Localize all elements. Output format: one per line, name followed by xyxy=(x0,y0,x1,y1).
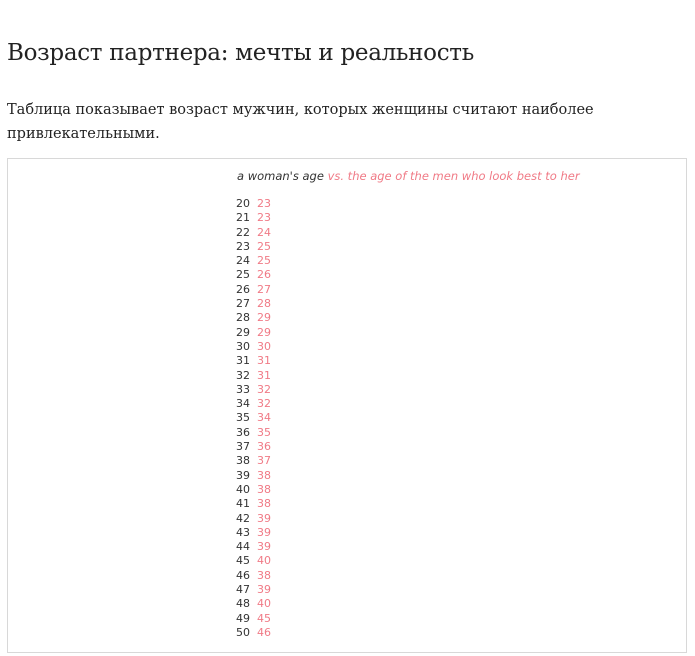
woman-age-value: 39 xyxy=(236,468,250,482)
men-age-value: 38 xyxy=(257,568,271,582)
chart-title-woman-age: a woman's age xyxy=(237,169,324,183)
men-age-value: 45 xyxy=(257,611,271,625)
woman-age-value: 44 xyxy=(236,540,250,554)
woman-age-value: 47 xyxy=(236,583,250,597)
men-age-value: 23 xyxy=(257,211,271,225)
woman-age-value: 48 xyxy=(236,597,250,611)
age-table-figure xyxy=(7,158,687,653)
table-row xyxy=(236,554,271,568)
table-row xyxy=(236,383,271,397)
men-age-value: 28 xyxy=(257,297,271,311)
men-age-value: 27 xyxy=(257,282,271,296)
age-table-rows xyxy=(236,197,271,640)
table-row xyxy=(236,211,271,225)
men-age-value: 30 xyxy=(257,339,271,353)
men-age-value: 24 xyxy=(257,225,271,239)
woman-age-value: 34 xyxy=(236,397,250,411)
men-age-value: 29 xyxy=(257,311,271,325)
woman-age-value: 50 xyxy=(236,625,250,639)
table-row xyxy=(236,226,271,240)
table-row xyxy=(236,326,271,340)
men-age-value: 26 xyxy=(257,268,271,282)
woman-age-value: 40 xyxy=(236,482,250,496)
men-age-value: 40 xyxy=(257,554,271,568)
table-row xyxy=(236,569,271,583)
table-row xyxy=(236,440,271,454)
men-age-value: 32 xyxy=(257,397,271,411)
men-age-value: 46 xyxy=(257,625,271,639)
men-age-value: 37 xyxy=(257,454,271,468)
table-row xyxy=(236,469,271,483)
table-row xyxy=(236,597,271,611)
article-lead: Таблица показывает возраст мужчин, которых женщины считают наиболее привлекательными. xyxy=(7,101,594,142)
men-age-value: 38 xyxy=(257,482,271,496)
woman-age-value: 37 xyxy=(236,440,250,454)
table-row xyxy=(236,626,271,640)
woman-age-value: 42 xyxy=(236,511,250,525)
woman-age-value: 22 xyxy=(236,225,250,239)
men-age-value: 39 xyxy=(257,511,271,525)
table-row xyxy=(236,283,271,297)
table-row xyxy=(236,583,271,597)
chart-title xyxy=(237,169,580,183)
woman-age-value: 35 xyxy=(236,411,250,425)
table-row xyxy=(236,311,271,325)
table-row xyxy=(236,268,271,282)
woman-age-value: 31 xyxy=(236,354,250,368)
woman-age-value: 29 xyxy=(236,325,250,339)
table-row xyxy=(236,512,271,526)
table-row xyxy=(236,540,271,554)
men-age-value: 32 xyxy=(257,382,271,396)
table-row xyxy=(236,497,271,511)
woman-age-value: 33 xyxy=(236,382,250,396)
table-row xyxy=(236,197,271,211)
men-age-value: 39 xyxy=(257,583,271,597)
article-title: Возраст партнера: мечты и реальность xyxy=(7,40,474,67)
men-age-value: 31 xyxy=(257,368,271,382)
table-row xyxy=(236,240,271,254)
table-row xyxy=(236,397,271,411)
table-row xyxy=(236,483,271,497)
table-row xyxy=(236,340,271,354)
table-row xyxy=(236,254,271,268)
men-age-value: 34 xyxy=(257,411,271,425)
men-age-value: 25 xyxy=(257,254,271,268)
woman-age-value: 41 xyxy=(236,497,250,511)
woman-age-value: 20 xyxy=(236,197,250,210)
table-row xyxy=(236,411,271,425)
chart-title-men-age: vs. the age of the men who look best to her xyxy=(327,169,580,183)
woman-age-value: 25 xyxy=(236,268,250,282)
woman-age-value: 24 xyxy=(236,254,250,268)
table-row xyxy=(236,426,271,440)
woman-age-value: 45 xyxy=(236,554,250,568)
table-row xyxy=(236,297,271,311)
men-age-value: 40 xyxy=(257,597,271,611)
woman-age-value: 23 xyxy=(236,239,250,253)
table-row xyxy=(236,369,271,383)
woman-age-value: 43 xyxy=(236,525,250,539)
men-age-value: 39 xyxy=(257,540,271,554)
table-row xyxy=(236,354,271,368)
woman-age-value: 26 xyxy=(236,282,250,296)
woman-age-value: 38 xyxy=(236,454,250,468)
men-age-value: 36 xyxy=(257,440,271,454)
table-row xyxy=(236,526,271,540)
woman-age-value: 30 xyxy=(236,339,250,353)
woman-age-value: 28 xyxy=(236,311,250,325)
men-age-value: 35 xyxy=(257,425,271,439)
table-row xyxy=(236,454,271,468)
woman-age-value: 21 xyxy=(236,211,250,225)
men-age-value: 31 xyxy=(257,354,271,368)
men-age-value: 23 xyxy=(257,197,271,210)
men-age-value: 29 xyxy=(257,325,271,339)
woman-age-value: 32 xyxy=(236,368,250,382)
woman-age-value: 36 xyxy=(236,425,250,439)
men-age-value: 25 xyxy=(257,239,271,253)
table-row xyxy=(236,612,271,626)
men-age-value: 39 xyxy=(257,525,271,539)
woman-age-value: 27 xyxy=(236,297,250,311)
men-age-value: 38 xyxy=(257,468,271,482)
men-age-value: 38 xyxy=(257,497,271,511)
woman-age-value: 46 xyxy=(236,568,250,582)
woman-age-value: 49 xyxy=(236,611,250,625)
